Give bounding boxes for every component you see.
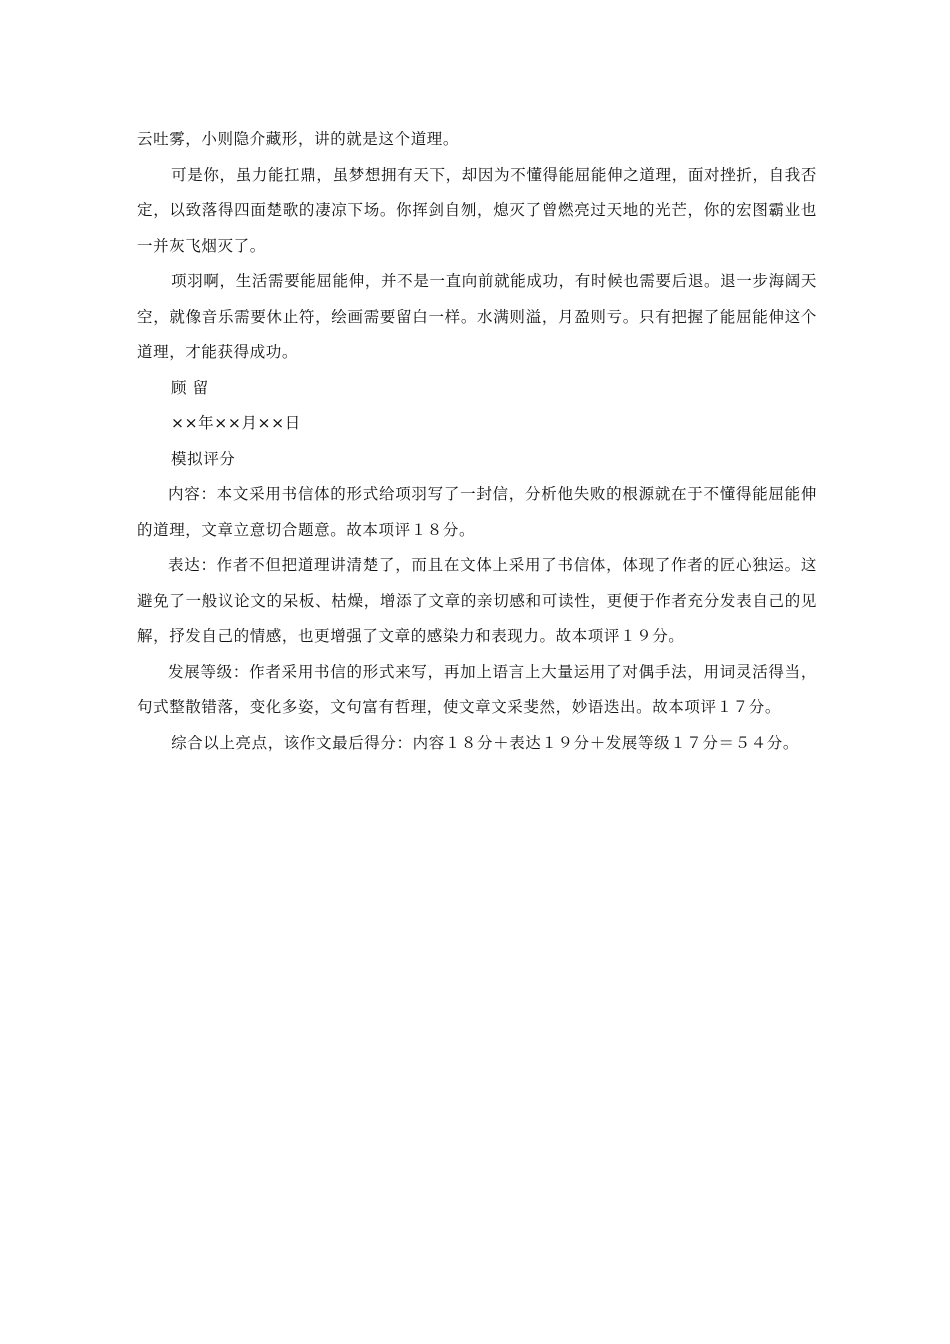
section-heading-scoring: 模拟评分 xyxy=(171,449,236,468)
paragraph-advice: 项羽啊，生活需要能屈能伸，并不是一直向前就能成功，有时候也需要后退。退一步海阔天空，就像音乐需要休止符，绘画需要留白一样。水满则溢，月盈则亏。只有把握了能屈能伸这个道理，才能获得成功。 xyxy=(137,272,817,361)
signature-date: ××年××月××日 xyxy=(171,414,301,432)
paragraph-score-expression: 表达：作者不但把道理讲清楚了，而且在文体上采用了书信体，体现了作者的匠心独运。这避免了一般议论文的呆板、枯燥，增添了文章的亲切感和可读性，更便于作者充分发表自己的见解，抒发自己的情感，也更增强了文章的感染力和表现力。故本项评１９分。 xyxy=(137,556,817,645)
paragraph-continuation: 云吐雾，小则隐介藏形，讲的就是这个道理。 xyxy=(137,130,460,148)
paragraph-xiang-yu-failure: 可是你，虽力能扛鼎，虽梦想拥有天下，却因为不懂得能屈能伸之道理，面对挫折，自我否定，以致落得四面楚歌的凄凉下场。你挥剑自刎，熄灭了曾燃亮过天地的光芒，你的宏图霸业也一并灰飞烟灭了。 xyxy=(137,165,817,255)
paragraph-score-total: 综合以上亮点，该作文最后得分：内容１８分＋表达１９分＋发展等级１７分＝５４分。 xyxy=(171,733,799,752)
paragraph-score-content: 内容：本文采用书信体的形式给项羽写了一封信，分析他失败的根源就在于不懂得能屈能伸的道理，文章立意切合题意。故本项评１８分。 xyxy=(137,485,817,539)
signature-name: 顾 留 xyxy=(171,378,209,397)
document-body xyxy=(137,122,817,761)
paragraph-score-development: 发展等级：作者采用书信的形式来写，再加上语言上大量运用了对偶手法，用词灵活得当，句式整散错落，变化多姿，文句富有哲理，使文章文采斐然，妙语迭出。故本项评１７分。 xyxy=(137,662,817,716)
